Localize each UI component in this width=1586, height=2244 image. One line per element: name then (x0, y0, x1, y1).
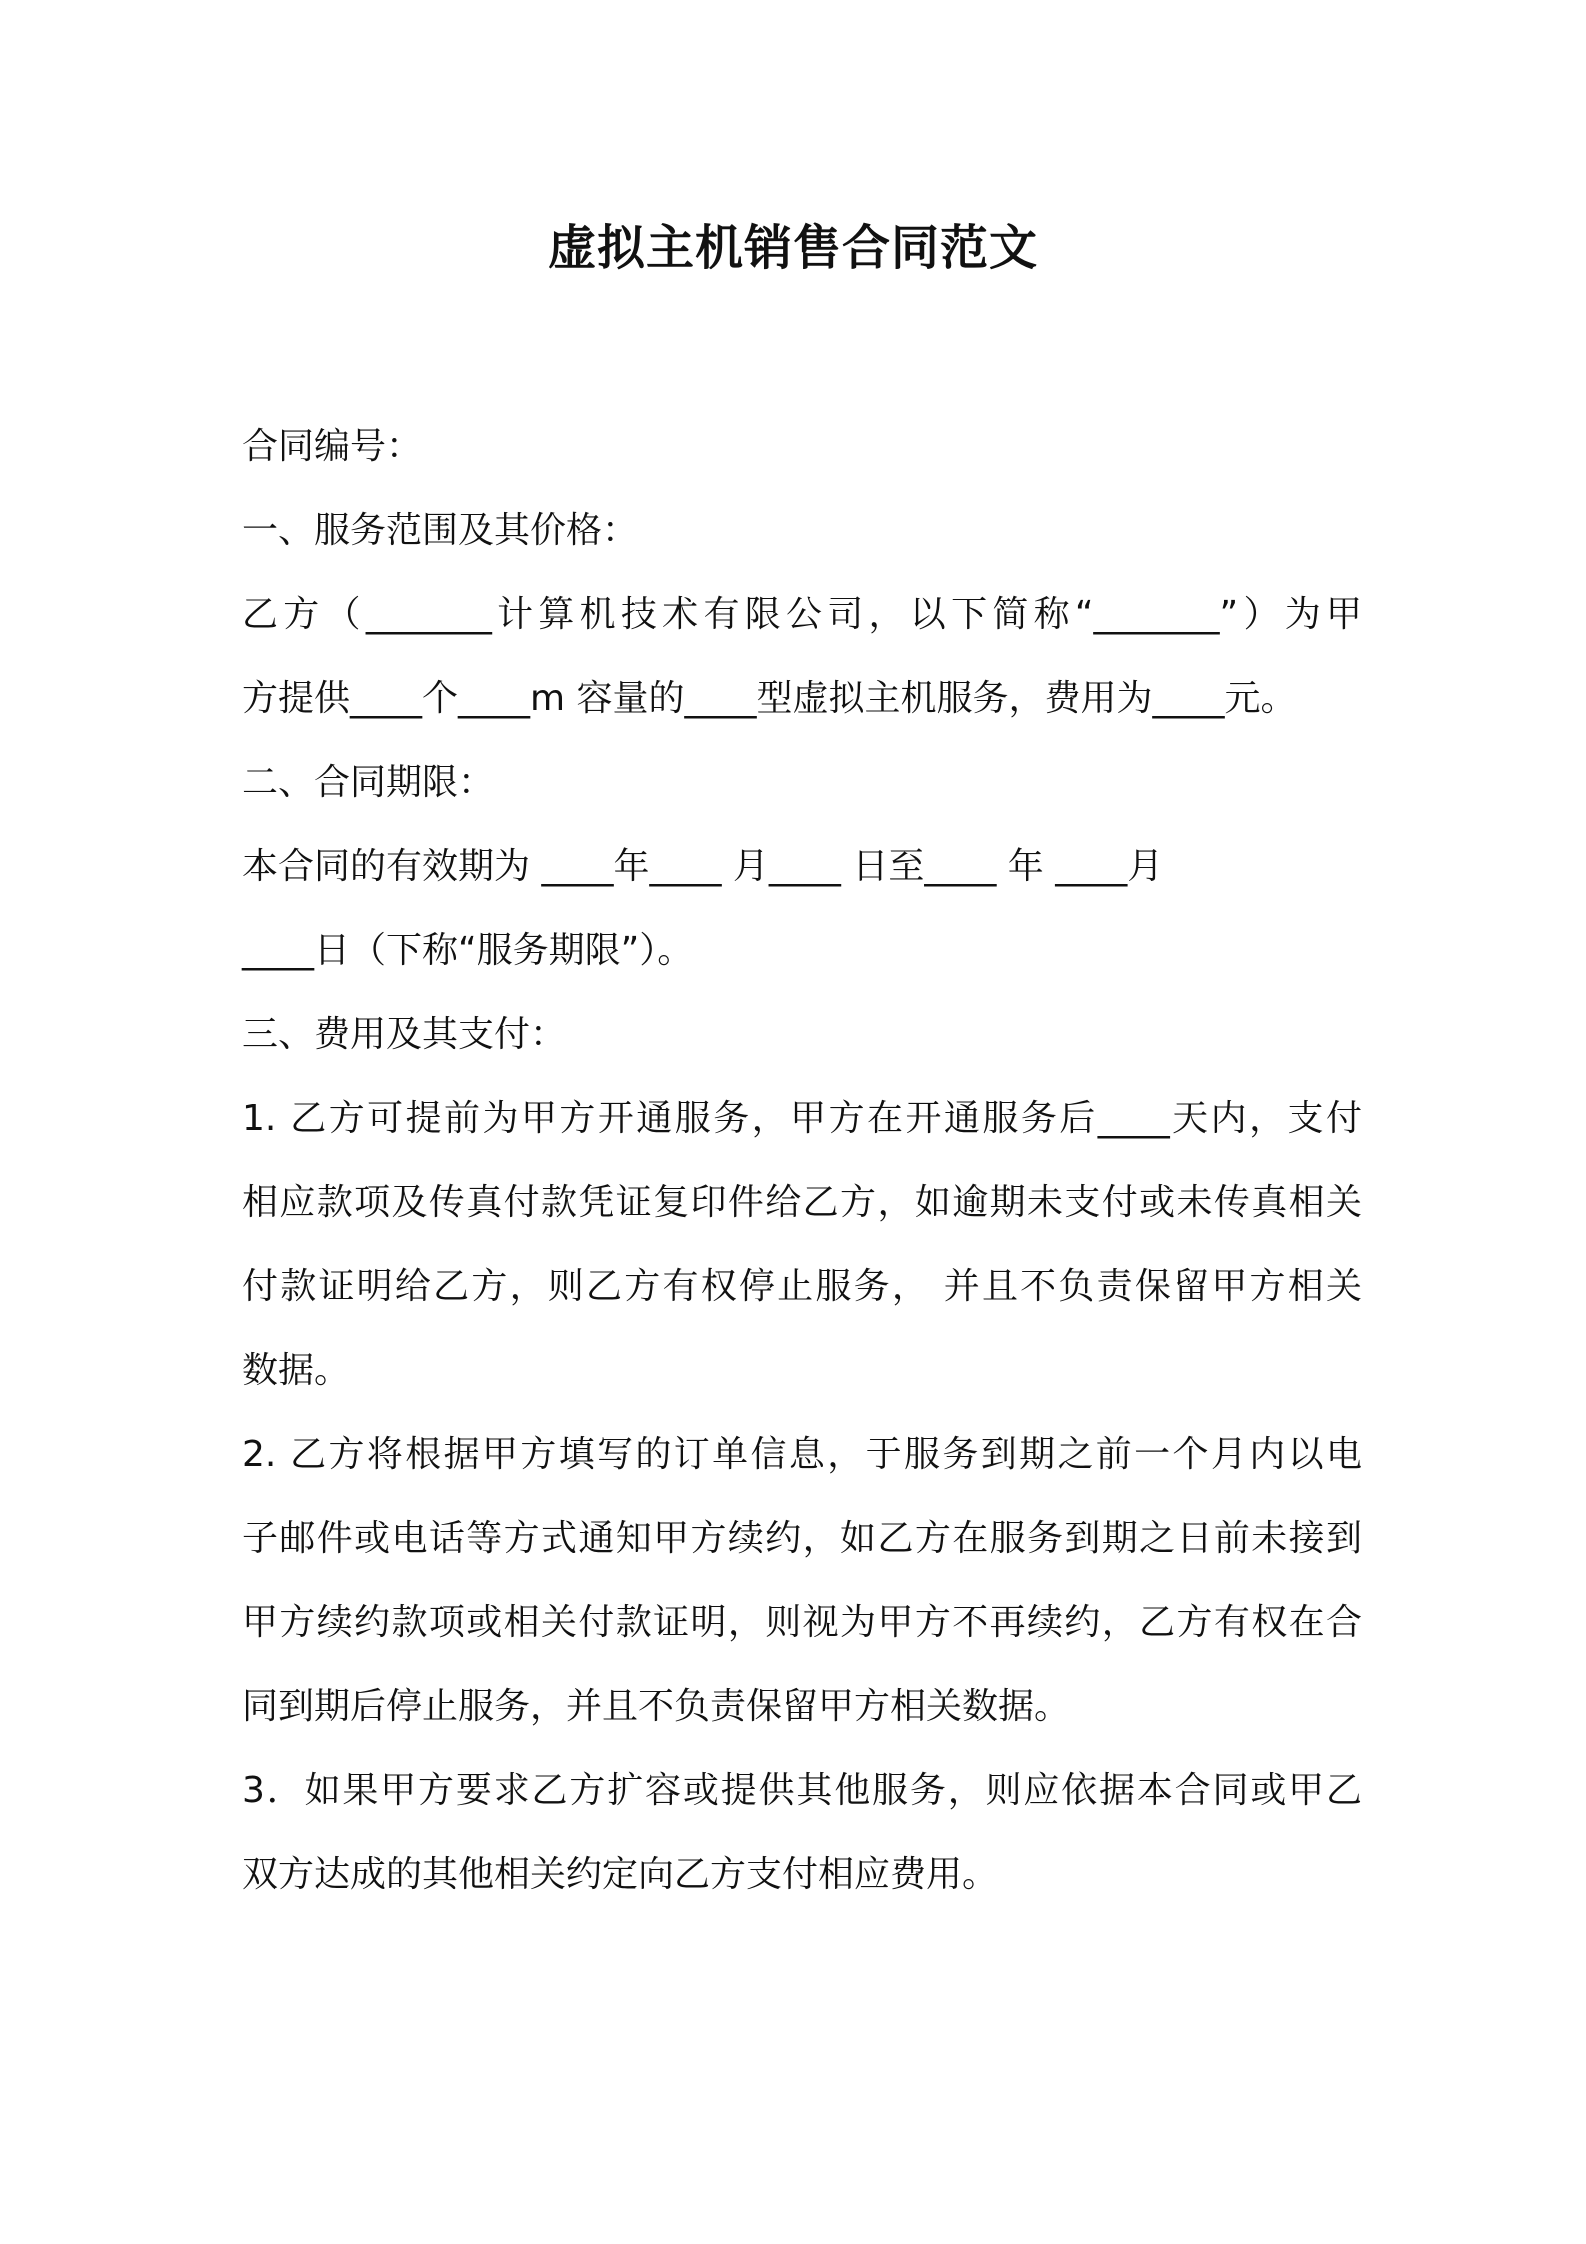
clause-2-line: 同到期后停止服务，并且不负责保留甲方相关数据。 (242, 1686, 1071, 1727)
section-1-text-line: 方提供____个____m 容量的____型虚拟主机服务，费用为____元。 (242, 678, 1297, 719)
clause-3-line: 3．如果甲方要求乙方扩容或提供其他服务，则应依据本合同或甲乙 (242, 1770, 1362, 1811)
document-title: 虚拟主机销售合同范文 (547, 220, 1038, 276)
contract-number-label: 合同编号： (242, 426, 423, 467)
clause-1-line: 付款证明给乙方，则乙方有权停止服务， 并且不负责保留甲方相关 (242, 1266, 1362, 1307)
clause-3-line: 双方达成的其他相关约定向乙方支付相应费用。 (242, 1854, 999, 1895)
section-2-text-line: ____日（下称“服务期限”）。 (242, 930, 694, 971)
section-2-heading: 二、合同期限： (242, 762, 495, 803)
contract-body (242, 405, 1362, 1917)
clause-1-line: 数据。 (242, 1350, 351, 1391)
clause-1-line: 相应款项及传真付款凭证复印件给乙方，如逾期未支付或未传真相关 (242, 1182, 1362, 1223)
section-2-text-line: 本合同的有效期为 ____年____ 月____ 日至____ 年 ____月 (242, 846, 1164, 887)
section-1-text-line: 乙方（_______计算机技术有限公司，以下简称“_______”）为甲 (242, 594, 1362, 635)
clause-2-line: 甲方续约款项或相关付款证明，则视为甲方不再续约，乙方有权在合 (242, 1602, 1362, 1643)
section-1-heading: 一、服务范围及其价格： (242, 510, 639, 551)
clause-2-line: 2. 乙方将根据甲方填写的订单信息，于服务到期之前一个月内以电 (242, 1434, 1362, 1475)
clause-1-line: 1. 乙方可提前为甲方开通服务，甲方在开通服务后____天内，支付 (242, 1098, 1362, 1139)
section-3-heading: 三、费用及其支付： (242, 1014, 567, 1055)
clause-2-line: 子邮件或电话等方式通知甲方续约，如乙方在服务到期之日前未接到 (242, 1518, 1362, 1559)
